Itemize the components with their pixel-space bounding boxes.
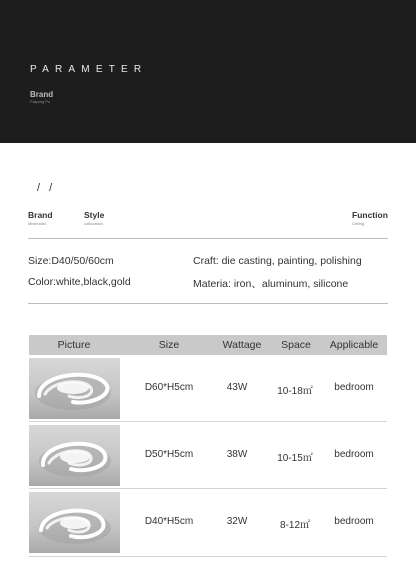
banner-brand-label: Brand bbox=[30, 90, 54, 99]
banner-title: PARAMETER bbox=[30, 64, 148, 75]
row-divider bbox=[29, 556, 387, 557]
product-image-50 bbox=[29, 425, 120, 486]
tag-brand bbox=[28, 210, 53, 226]
row-size: D40*H5cm bbox=[144, 516, 194, 527]
row-divider bbox=[29, 421, 387, 422]
tag-style-label: Style bbox=[84, 210, 105, 220]
product-image-60 bbox=[29, 358, 120, 419]
spec-color: Color:white,black,gold bbox=[28, 276, 131, 288]
tag-brand-label: Brand bbox=[28, 210, 53, 220]
row-wattage: 38W bbox=[226, 449, 248, 460]
table-row bbox=[29, 490, 387, 554]
header-applicable: Applicable bbox=[329, 339, 379, 351]
row-space: 10-18㎡ bbox=[277, 386, 313, 397]
tag-style-sub: collocation bbox=[84, 221, 103, 226]
row-wattage: 32W bbox=[226, 516, 248, 527]
row-space: 10-15㎡ bbox=[277, 453, 313, 464]
row-applicable: bedroom bbox=[334, 382, 374, 393]
row-size: D60*H5cm bbox=[144, 382, 194, 393]
product-image-40 bbox=[29, 492, 120, 553]
decorative-slashes: / / bbox=[37, 182, 56, 194]
spec-material: Materia: iron、aluminum, silicone bbox=[193, 278, 349, 290]
table-header bbox=[29, 335, 387, 355]
banner-brand-sub: Faiyang Pu bbox=[30, 99, 51, 104]
spec-top-rule bbox=[28, 238, 388, 239]
table-row bbox=[29, 356, 387, 420]
table-row bbox=[29, 423, 387, 487]
header-picture: Picture bbox=[57, 339, 91, 351]
row-applicable: bedroom bbox=[334, 516, 374, 527]
row-applicable: bedroom bbox=[334, 449, 374, 460]
header-space: Space bbox=[281, 339, 311, 351]
tag-function-label: Function bbox=[352, 210, 388, 220]
spec-size: Size:D40/50/60cm bbox=[28, 255, 114, 267]
row-size: D50*H5cm bbox=[144, 449, 194, 460]
tag-brand-sub: Minimalist bbox=[28, 221, 46, 226]
row-space: 8-12㎡ bbox=[279, 520, 310, 531]
row-wattage: 43W bbox=[226, 382, 248, 393]
spec-craft: Craft: die casting, painting, polishing bbox=[193, 255, 362, 267]
spec-bottom-rule bbox=[28, 303, 388, 304]
tag-function-sub: Ceiling bbox=[352, 221, 365, 226]
row-divider bbox=[29, 488, 387, 489]
tag-function bbox=[352, 210, 388, 226]
tag-style bbox=[84, 210, 104, 226]
parameter-banner bbox=[0, 0, 416, 143]
header-wattage: Wattage bbox=[222, 339, 262, 351]
header-size: Size bbox=[158, 339, 180, 351]
